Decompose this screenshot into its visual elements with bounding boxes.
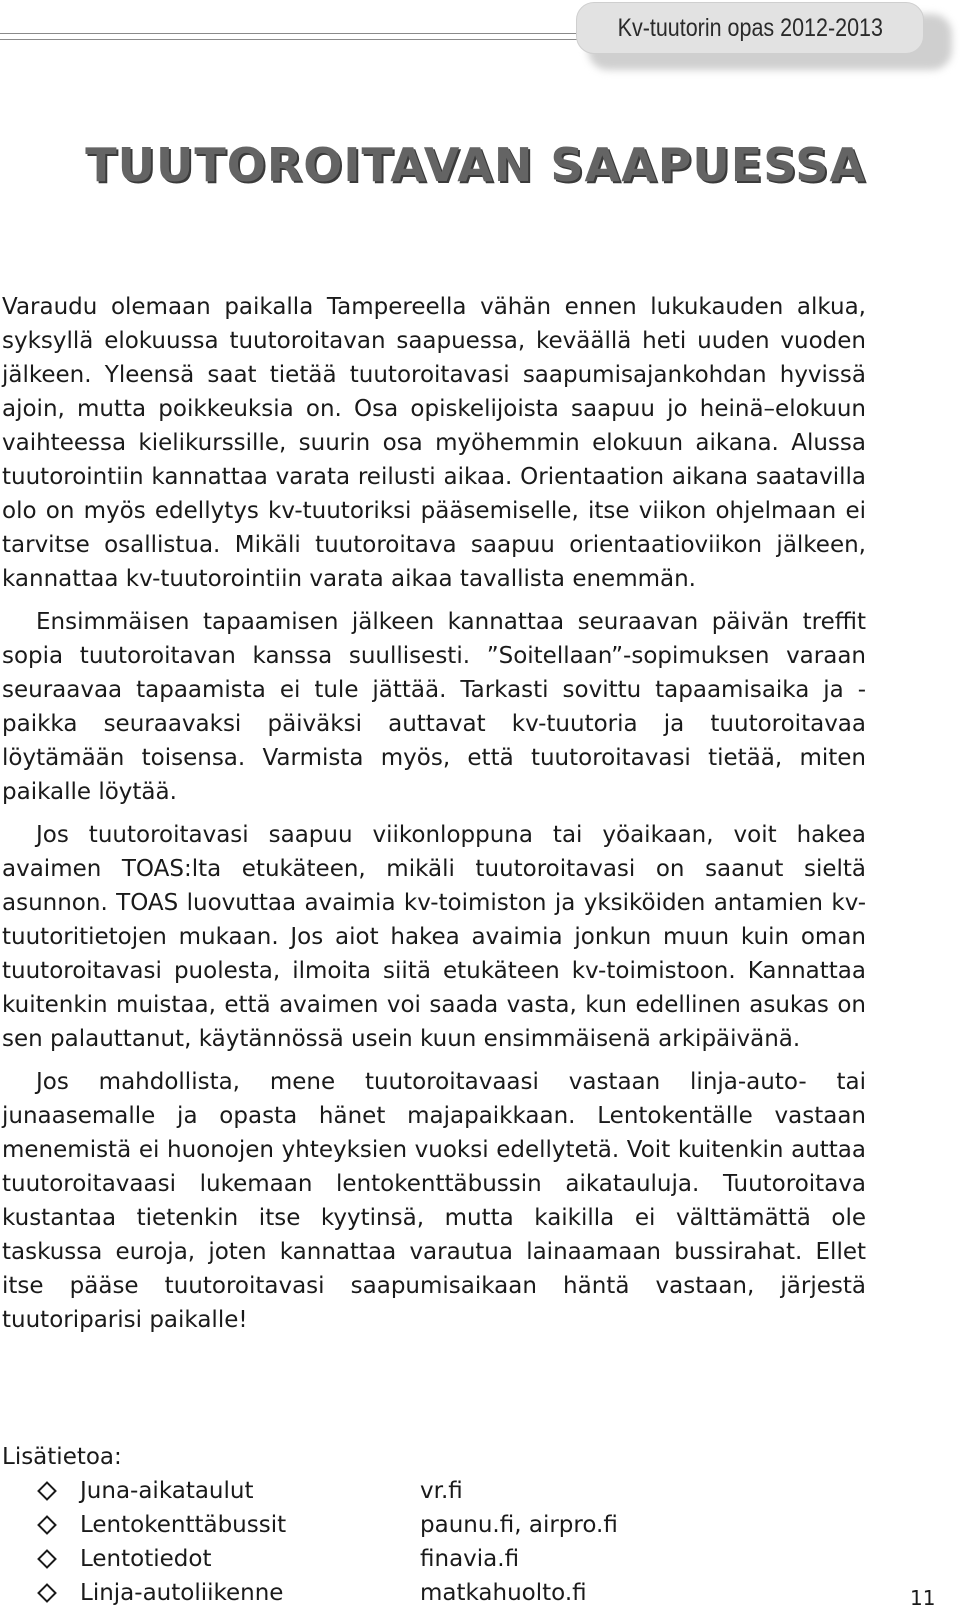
resource-name: Lentokenttäbussit xyxy=(80,1512,287,1538)
diamond-bullet-icon xyxy=(37,1583,57,1603)
resource-site: matkahuolto.fi xyxy=(420,1580,587,1606)
header-rule xyxy=(0,33,578,40)
paragraph-first-meeting: Ensimmäisen tapaamisen jälkeen kannattaa seuraavan päivän treffit sopia tuutoroitavan kanssa suullisesti. ”Soitellaan”-sopimuksen varaan seuraavaa tapaamista ei tule jättää. Tarkasti sovittu tapaamisaika ja -paikka seuraavaksi päiväksi auttavat kv-tuutoria ja tuutoroitavaa löytämään toisensa. Varmista myös, että tuutoroitavasi tietää, miten paikalle löytää. xyxy=(2,609,866,805)
paragraph-keys: Jos tuutoroitavasi saapuu viikonloppuna tai yöaikaan, voit hakea avaimen TOAS:lta etukäteen, mikäli tuutoroitavasi on saanut sieltä asunnon. TOAS luovuttaa avaimia kv-toimiston ja yksiköiden antamien kv-tuutoritietojen mukaan. Jos aiot hakea avaimia jonkun muun kuin oman tuutoroitavasi puolesta, ilmoita siitä etukäteen kv-toimistoon. Kannattaa kuitenkin muistaa, että avaimen voi saada vasta, kun edellinen asukas on sen palauttanut, käytännössä usein kuun ensimmäisenä arkipäivänä. xyxy=(2,822,866,1052)
paragraph-pickup: Jos mahdollista, mene tuutoroitavaasi vastaan linja-auto- tai junaasemalle ja opasta hänet majapaikkaan. Lentokentälle vastaan menemistä ei huonojen yhteyksien vuoksi edellytetä. Voit kuitenkin auttaa tuutoroitavaasi lukemaan lentokenttäbussin aikatauluja. Tuutoroitava kustantaa tietenkin itse kyytinsä, mutta kaikilla ei välttämättä ole taskussa euroja, joten kannattaa varautua lainaamaan bussirahat. Ellet itse pääse tuutoroitavasi saapumisaikaan häntä vastaan, järjestä tuutoriparisi paikalle! xyxy=(2,1069,866,1333)
resource-name: Juna-aikataulut xyxy=(80,1478,254,1504)
section-title: TUUTOROITAVAN SAAPUESSA xyxy=(85,138,866,192)
more-info-heading: Lisätietoa: xyxy=(2,1444,122,1470)
diamond-bullet-icon xyxy=(37,1515,57,1535)
list-item xyxy=(2,1576,702,1610)
resource-name: Lentotiedot xyxy=(80,1546,212,1572)
more-info-section xyxy=(2,1440,702,1610)
guide-title-tab xyxy=(576,2,924,54)
diamond-bullet-icon xyxy=(37,1481,57,1501)
resource-site: paunu.fi, airpro.fi xyxy=(420,1512,618,1538)
list-item xyxy=(2,1508,702,1542)
body-text xyxy=(2,290,866,1346)
resource-site: vr.fi xyxy=(420,1478,463,1504)
diamond-bullet-icon xyxy=(37,1549,57,1569)
resource-site: finavia.fi xyxy=(420,1546,520,1572)
list-item xyxy=(2,1474,702,1508)
resource-name: Linja-autoliikenne xyxy=(80,1580,284,1606)
resource-list xyxy=(2,1474,702,1610)
page-number: 11 xyxy=(910,1586,936,1610)
list-item xyxy=(2,1542,702,1576)
guide-title: Kv-tuutorin opas 2012-2013 xyxy=(617,13,883,42)
paragraph-arrival-timing: Varaudu olemaan paikalla Tampereella vähän ennen lukukauden alkua, syksyllä elokuussa tuutoroitavan saapuessa, keväällä heti uuden vuoden jälkeen. Yleensä saat tietää tuutoroitavasi saapumisajankohdan hyvissä ajoin, mutta poikkeuksia on. Osa opiskelijoista saapuu jo heinä–elokuun vaihteessa kielikurssille, suurin osa myöhemmin elokuun aikana. Alussa tuutorointiin kannattaa varata reilusti aikaa. Orientaation aikana saatavilla olo on myös edellytys kv-tuutoriksi pääsemiselle, itse viikon ohjelmaan ei tarvitse osallistua. Mikäli tuutoroitava saapuu orientaatioviikon jälkeen, kannattaa kv-tuutorointiin varata aikaa tavallista enemmän. xyxy=(2,294,866,592)
